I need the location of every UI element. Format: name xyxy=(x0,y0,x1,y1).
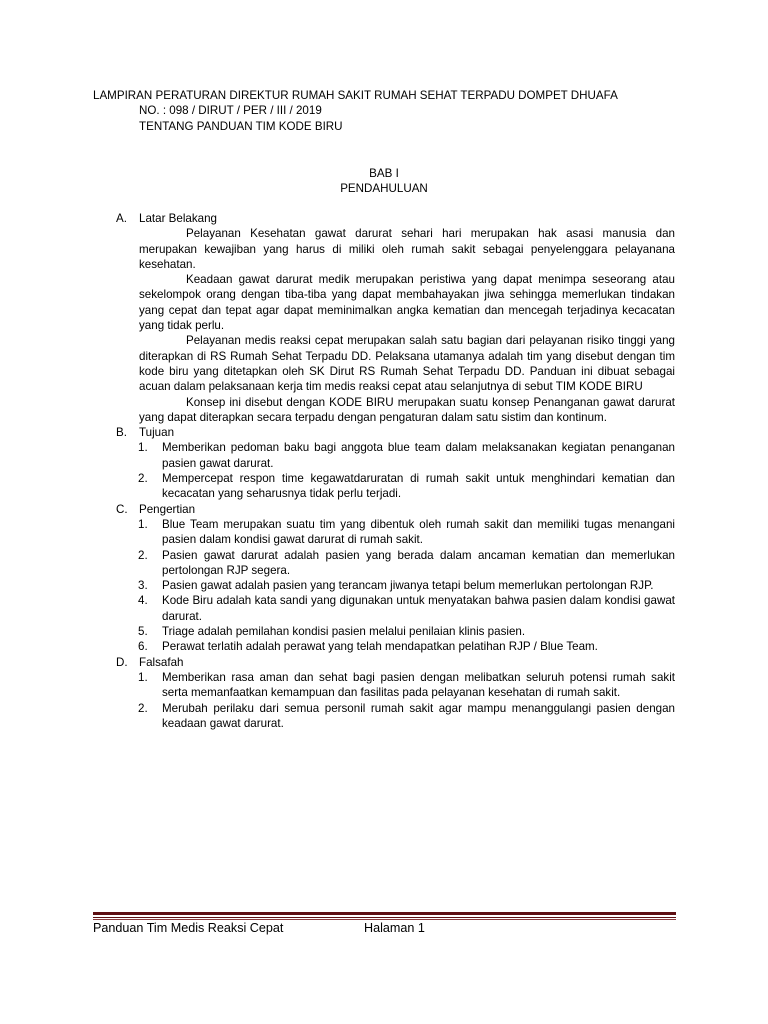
list-item xyxy=(93,593,675,624)
section-title: Tujuan xyxy=(139,426,175,440)
header-title: LAMPIRAN PERATURAN DIREKTUR RUMAH SAKIT RUMAH SEHAT TERPADU DOMPET DHUAFA xyxy=(93,89,618,102)
section-heading xyxy=(93,425,675,440)
list-item xyxy=(93,578,675,593)
header-number: NO. : 098 / DIRUT / PER / III / 2019 xyxy=(139,104,322,118)
section-title: Latar Belakang xyxy=(139,212,217,225)
list-item xyxy=(93,701,675,732)
footer-rule xyxy=(93,912,676,920)
list-number: 3. xyxy=(138,579,148,593)
section-falsafah xyxy=(93,655,675,731)
section-letter: B. xyxy=(116,426,127,440)
list-text: Pasien gawat darurat adalah pasien yang berada dalam ancaman kematian dan memerlukan pertolongan RJP segera. xyxy=(162,548,675,577)
list-item xyxy=(93,548,675,579)
footer-document-name: Panduan Tim Medis Reaksi Cepat xyxy=(93,921,284,935)
paragraph: Pelayanan medis reaksi cepat merupakan salah satu bagian dari pelayanan risiko tinggi yang diterapkan di RS Rumah Sehat Terpadu DD. Pelaksana utamanya adalah tim yang disebut dengan tim kode biru yang ditetapkan oleh SK Dirut RS Rumah Sehat Terpadu DD. Panduan ini dibuat sebagai acuan dalam pelaksanaan kerja tim medis reaksi cepat atau selanjutnya di sebut TIM KODE BIRU xyxy=(139,334,675,394)
chapter-heading xyxy=(93,166,675,197)
list-item xyxy=(93,670,675,701)
section-pengertian xyxy=(93,502,675,655)
list-number: 2. xyxy=(138,701,148,715)
list-item xyxy=(93,639,675,654)
section-letter: A. xyxy=(116,212,127,225)
list-text: Memberikan rasa aman dan sehat bagi pasien dengan melibatkan seluruh potensi rumah sakit serta memanfaatkan kemampuan dan fasilitas pada pelayanan kesehatan di rumah sakit. xyxy=(162,670,675,700)
list-number: 1. xyxy=(138,517,148,531)
list-number: 1. xyxy=(138,670,148,684)
section-latar-belakang xyxy=(93,211,675,425)
list-text: Kode Biru adalah kata sandi yang digunakan untuk menyatakan bahwa pasien dalam kondisi gawat darurat. xyxy=(162,594,675,623)
list-number: 1. xyxy=(138,441,148,455)
chapter-number: BAB I xyxy=(369,167,399,180)
list-text: Merubah perilaku dari semua personil rumah sakit agar mampu menanggulangi pasien dengan keadaan gawat darurat. xyxy=(162,701,675,730)
section-heading xyxy=(93,655,675,670)
header-subject: TENTANG PANDUAN TIM KODE BIRU xyxy=(139,119,343,133)
list-item xyxy=(93,517,675,548)
section-letter: C. xyxy=(116,502,128,516)
numbered-list xyxy=(93,670,675,731)
numbered-list xyxy=(93,440,675,501)
section-title: Pengertian xyxy=(139,502,196,516)
document-header xyxy=(93,88,693,134)
numbered-list xyxy=(93,517,675,655)
list-number: 4. xyxy=(138,594,148,608)
paragraph: Pelayanan Kesehatan gawat darurat sehari hari merupakan hak asasi manusia dan merupakan kewajiban yang harus di miliki oleh rumah sakit sebagai penyelenggara pelayanana kesehatan. xyxy=(139,227,675,271)
section-heading xyxy=(93,211,675,226)
list-item xyxy=(93,440,675,471)
footer-page-number: Halaman 1 xyxy=(364,921,425,935)
list-text: Memberikan pedoman baku bagi anggota blue team dalam melaksanakan kegiatan penanganan pasien gawat darurat. xyxy=(162,441,675,470)
chapter-title: PENDAHULUAN xyxy=(340,182,428,196)
paragraph: Konsep ini disebut dengan KODE BIRU merupakan suatu konsep Penanganan gawat darurat yang dapat diterapkan secara terpadu dengan pengaturan dalam satu sistim dan kontinum. xyxy=(139,395,675,424)
list-number: 6. xyxy=(138,640,148,654)
paragraph: Keadaan gawat darurat medik merupakan peristiwa yang dapat menimpa seseorang atau sekelompok orang dengan tiba-tiba yang dapat membahayakan jiwa sehingga memerlukan tindakan yang cepat dan tepat agar dapat meminimalkan angka kematian dan mencegah terjadinya kecacatan yang tidak perlu. xyxy=(139,273,675,333)
section-tujuan xyxy=(93,425,675,501)
section-heading xyxy=(93,502,675,517)
list-text: Perawat terlatih adalah perawat yang telah mendapatkan pelatihan RJP / Blue Team. xyxy=(162,640,598,654)
list-number: 2. xyxy=(138,472,148,486)
list-text: Mempercepat respon time kegawatdaruratan di rumah sakit untuk menghindari kematian dan kecacatan yang seharusnya tidak perlu terjadi. xyxy=(162,472,675,501)
list-item xyxy=(93,624,675,639)
list-number: 2. xyxy=(138,548,148,562)
section-title: Falsafah xyxy=(139,655,184,669)
footer-rule-thin xyxy=(93,919,676,920)
list-item xyxy=(93,471,675,502)
list-number: 5. xyxy=(138,625,148,639)
list-text: Blue Team merupakan suatu tim yang dibentuk oleh rumah sakit dan memiliki tugas menangani pasien dalam kondisi gawat darurat di rumah sakit. xyxy=(162,517,675,547)
list-text: Triage adalah pemilahan kondisi pasien melalui penilaian klinis pasien. xyxy=(162,625,526,639)
section-letter: D. xyxy=(116,655,128,669)
list-text: Pasien gawat adalah pasien yang terancam jiwanya tetapi belum memerlukan pertolongan RJP. xyxy=(162,579,654,593)
document-body xyxy=(93,211,675,731)
